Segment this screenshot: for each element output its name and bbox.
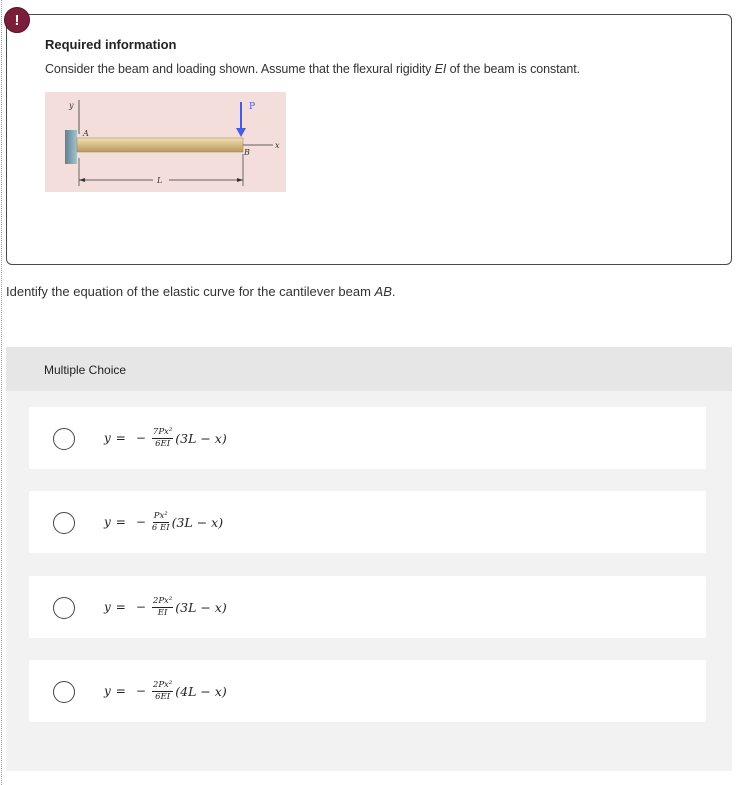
info-title: Required information [45, 37, 177, 52]
required-information-box [6, 14, 732, 265]
y-axis-label: y [69, 101, 74, 110]
formula-fraction [152, 597, 173, 617]
beam-figure [45, 92, 286, 192]
choice-option-2[interactable] [29, 491, 706, 553]
question-text-beam: AB [374, 284, 392, 299]
cantilever-beam [77, 138, 243, 152]
choice-option-3[interactable] [29, 576, 706, 638]
choice-formula [104, 491, 223, 553]
radio-button[interactable] [53, 597, 75, 619]
fraction-numerator: 2Px² [152, 596, 173, 606]
formula-equals: = [115, 431, 126, 445]
fraction-denominator: EI [157, 607, 168, 618]
formula-sign: − [135, 515, 146, 529]
radio-button[interactable] [53, 428, 75, 450]
info-text-after: of the beam is constant. [446, 62, 580, 76]
formula-lhs: y [104, 431, 111, 445]
formula-lhs: y [104, 600, 111, 614]
formula-factor: (4L − x) [175, 683, 227, 699]
choice-option-4[interactable] [29, 660, 706, 722]
formula-fraction [152, 681, 173, 701]
question-text-after: . [391, 284, 396, 299]
load-arrow-icon [236, 128, 246, 137]
info-text [45, 62, 580, 76]
info-text-before: Consider the beam and loading shown. Assume that the flexural rigidity [45, 62, 435, 76]
formula-factor: (3L − x) [171, 514, 224, 530]
formula-factor: (3L − x) [175, 430, 227, 446]
formula-sign: − [135, 600, 146, 614]
formula-factor: (3L − x) [175, 599, 227, 615]
fraction-numerator: Px² [153, 511, 168, 521]
info-text-ei: EI [434, 62, 447, 76]
radio-button[interactable] [53, 512, 75, 534]
formula-sign: − [135, 431, 146, 445]
alert-icon: ! [4, 7, 30, 33]
formula-lhs: y [104, 684, 111, 698]
x-axis-label: x [275, 141, 280, 150]
formula-equals: = [115, 684, 126, 698]
question-text-before: Identify the equation of the elastic curve for the cantilever beam [6, 284, 375, 299]
formula-equals: = [115, 600, 126, 614]
multiple-choice-label: Multiple Choice [44, 363, 127, 377]
formula-sign: − [135, 684, 146, 698]
choice-option-1[interactable] [29, 407, 706, 469]
page-left-rule [1, 0, 2, 785]
point-b-label: B [244, 148, 250, 157]
fraction-denominator: 6EI [155, 438, 171, 449]
choice-formula [104, 660, 227, 722]
question-text [6, 284, 396, 299]
fraction-denominator: 6EI [155, 691, 171, 702]
dimension-arrow-right-icon [237, 178, 243, 182]
choice-formula [104, 407, 227, 469]
point-a-label: A [83, 129, 89, 138]
multiple-choice-panel [6, 347, 732, 771]
fixed-support-wall [65, 130, 77, 164]
fraction-numerator: 7Px² [152, 427, 173, 437]
formula-fraction [152, 428, 173, 448]
dimension-arrow-left-icon [79, 178, 85, 182]
fraction-numerator: 2Px² [152, 680, 173, 690]
choice-formula [104, 576, 227, 638]
multiple-choice-header [6, 347, 732, 391]
formula-lhs: y [104, 515, 111, 529]
formula-fraction [152, 512, 170, 532]
length-l-label: L [157, 176, 163, 185]
fraction-denominator: 6 EI [151, 522, 170, 533]
formula-equals: = [115, 515, 126, 529]
radio-button[interactable] [53, 681, 75, 703]
beam-diagram [45, 92, 286, 192]
load-p-label: P [249, 102, 256, 112]
